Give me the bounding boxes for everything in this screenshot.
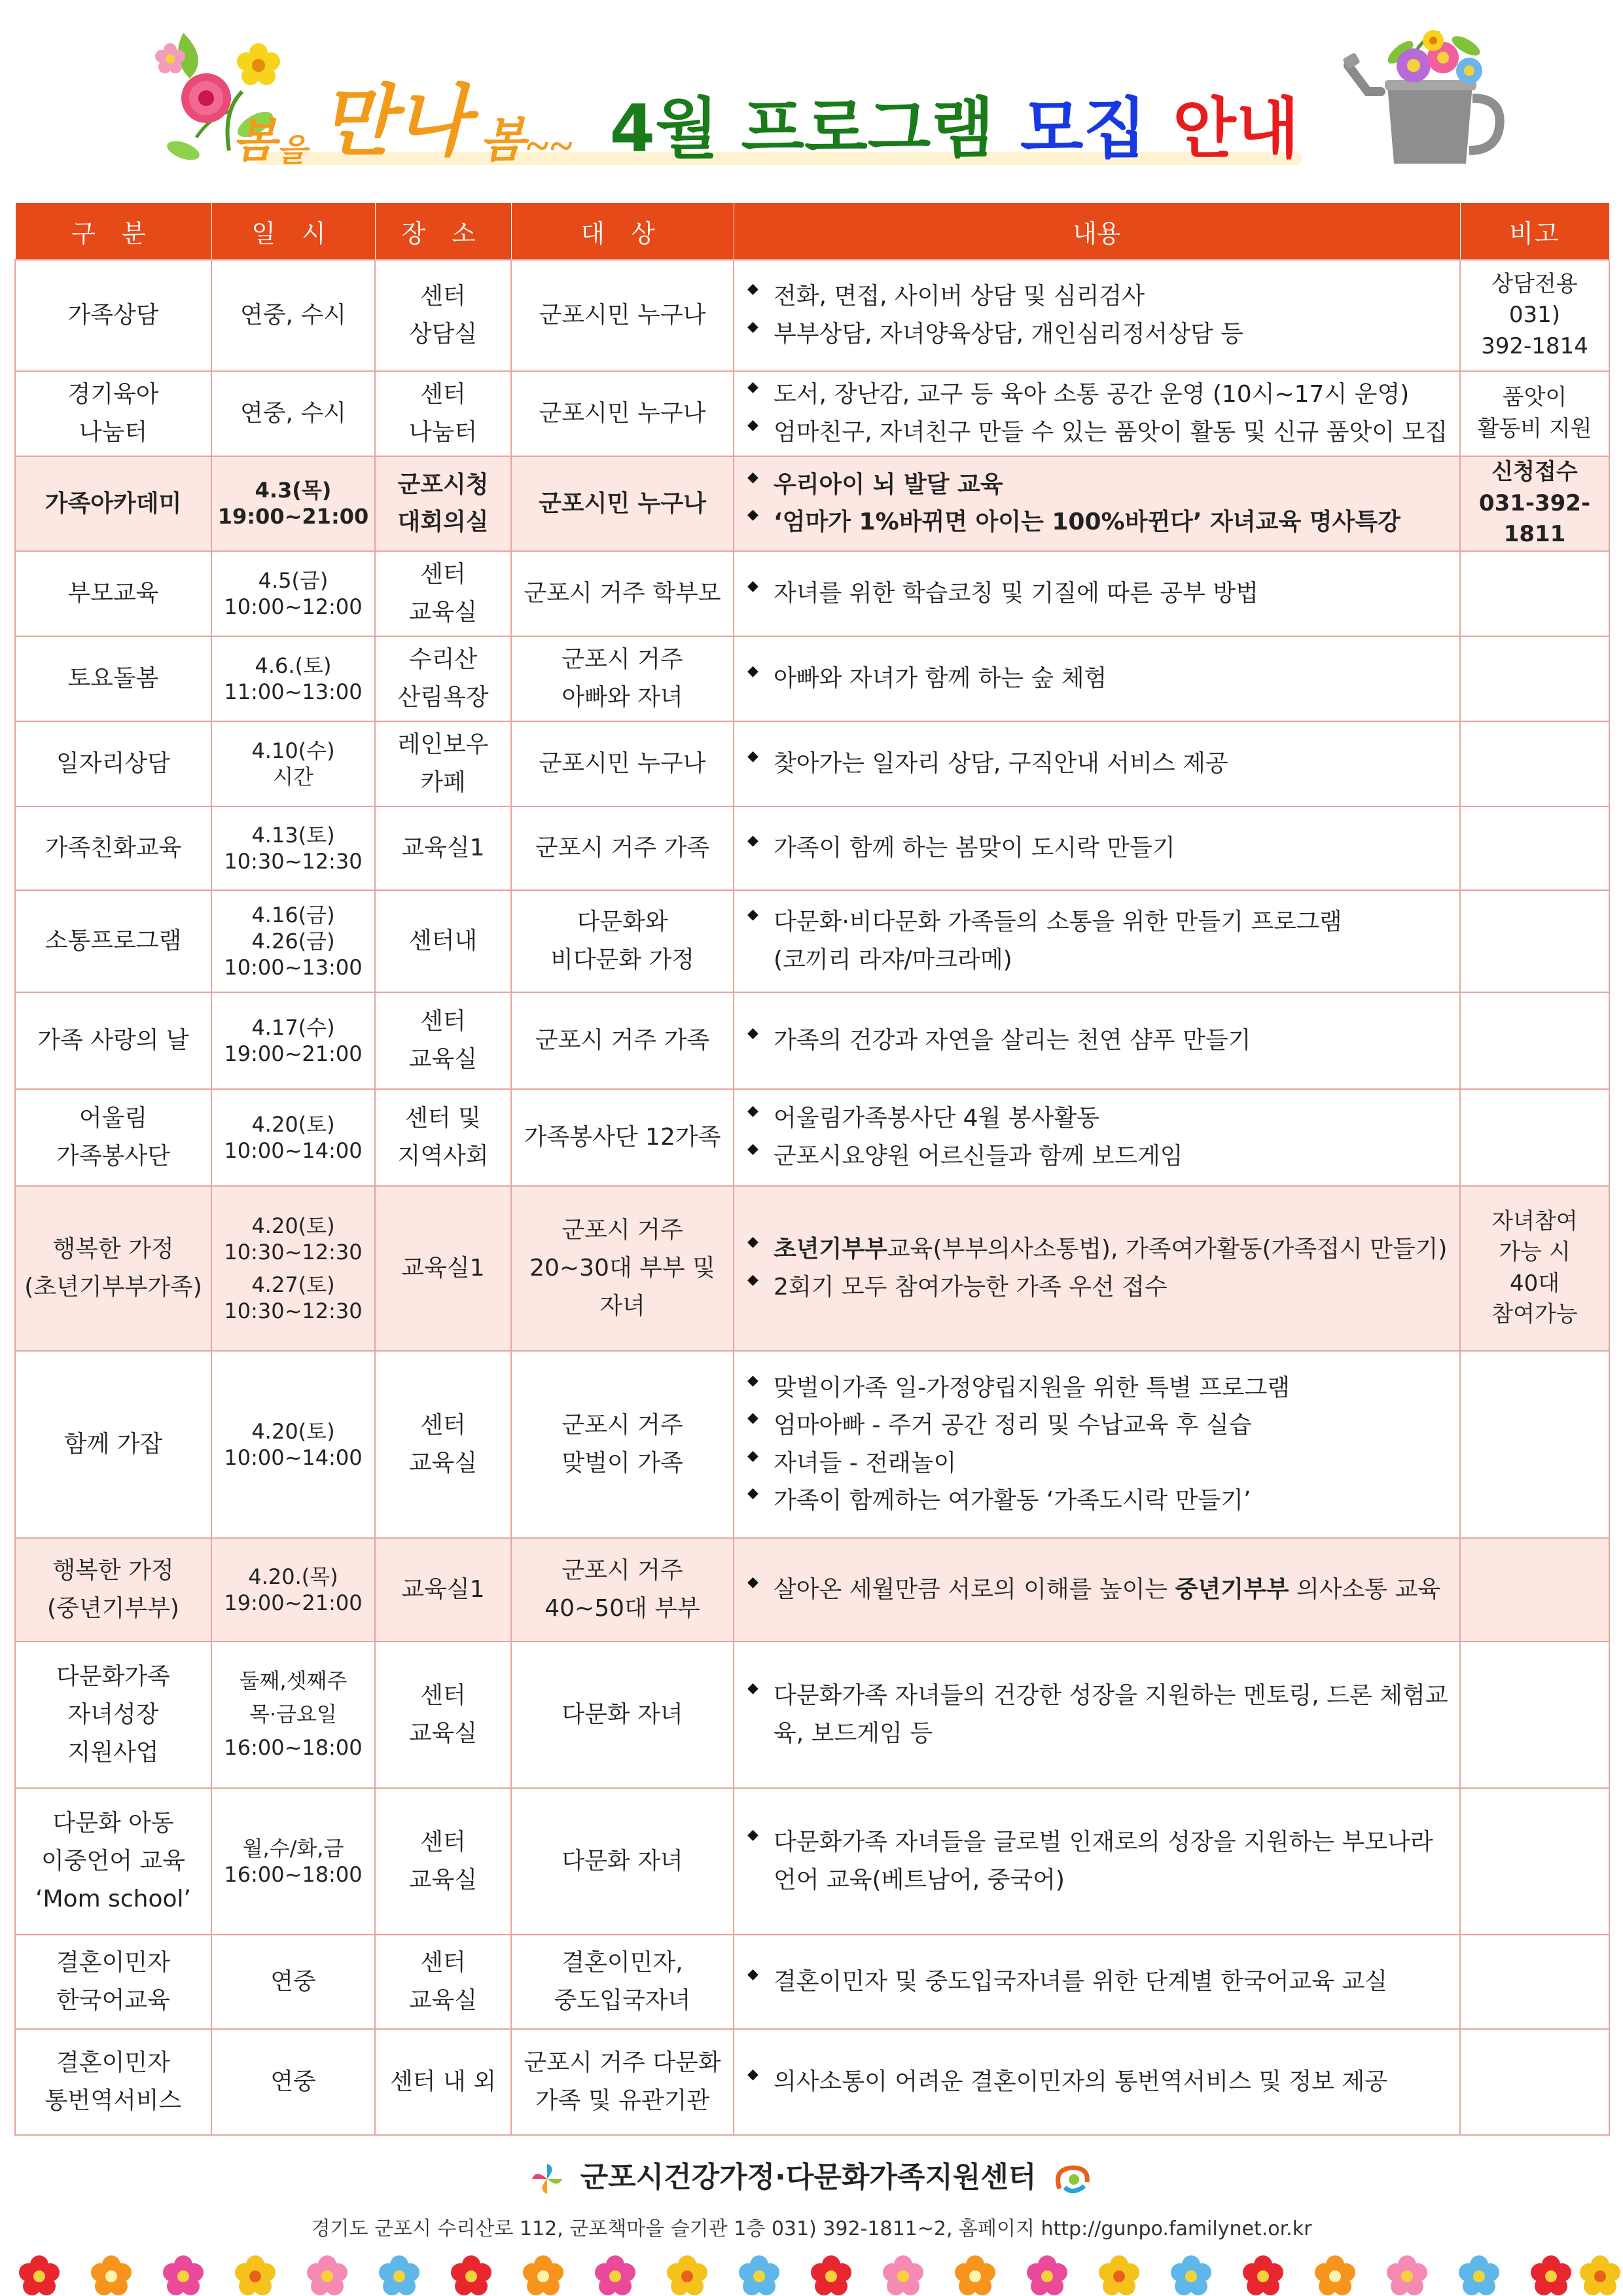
cell-content xyxy=(734,1935,1460,2029)
cell-datetime: 둘째,셋째주 목·금요일 16:00~18:00 xyxy=(211,1641,375,1788)
list-item: ◆ 자녀들 - 전래놀이 xyxy=(746,1444,1455,1482)
cell-datetime: 4.13(토) 10:30~12:30 xyxy=(211,806,375,890)
cell-category: 소통프로그램 xyxy=(15,890,211,992)
table-header-row xyxy=(15,203,1609,260)
cell-content xyxy=(734,551,1460,636)
column-header-category: 구 분 xyxy=(15,203,211,260)
cell-datetime: 4.20(토) 10:00~14:00 xyxy=(211,1351,375,1538)
cell-content xyxy=(734,1788,1460,1935)
cell-content xyxy=(734,1641,1460,1788)
cell-content xyxy=(734,1351,1460,1538)
table-row xyxy=(15,890,1609,992)
cell-place: 교육실1 xyxy=(375,1538,511,1641)
cell-place: 교육실1 xyxy=(375,1186,511,1351)
cell-target: 군포시민 누구나 xyxy=(511,456,734,551)
cell-target: 군포시 거주 40~50대 부부 xyxy=(511,1538,734,1641)
title-part: ~~ xyxy=(525,122,573,169)
cell-place: 센터 상담실 xyxy=(375,260,511,371)
column-header-target: 대 상 xyxy=(511,203,734,260)
table-row xyxy=(15,371,1609,456)
cell-target: 다문화 자녀 xyxy=(511,1641,734,1788)
cell-category: 행복한 가정 (초년기부부가족) xyxy=(15,1186,211,1351)
cell-place: 레인보우 카페 xyxy=(375,721,511,806)
cell-content xyxy=(734,890,1460,992)
content-emphasis: 중년기부부 xyxy=(1175,1575,1289,1603)
cell-content xyxy=(734,1089,1460,1186)
cell-place: 센터내 xyxy=(375,890,511,992)
cell-category: 행복한 가정 (중년기부부) xyxy=(15,1538,211,1641)
table-row xyxy=(15,1351,1609,1538)
cell-target: 군포시 거주 맞벌이 가족 xyxy=(511,1351,734,1538)
cell-note xyxy=(1460,1641,1609,1788)
cell-place: 센터 교육실 xyxy=(375,1641,511,1788)
cell-datetime: 4.16(금) 4.26(금) 10:00~13:00 xyxy=(211,890,375,992)
cell-content xyxy=(734,2029,1460,2135)
title-part: 만나 xyxy=(320,79,469,165)
cell-note xyxy=(1460,2029,1609,2135)
cell-datetime: 4.5(금) 10:00~12:00 xyxy=(211,551,375,636)
cell-place: 센터 교육실 xyxy=(375,1351,511,1538)
cell-place: 군포시청 대회의실 xyxy=(375,456,511,551)
table-row xyxy=(15,551,1609,636)
cell-target: 군포시민 누구나 xyxy=(511,260,734,371)
footer-address: 경기도 군포시 수리산로 112, 군포책마을 슬기관 1층 031) 392-1811~2, 홈페이지 http://gunpo.familynet.or.kr xyxy=(311,2217,1312,2240)
cell-category: 다문화 아동 이중언어 교육 ‘Mom school’ xyxy=(15,1788,211,1935)
list-item: ◆ 부부상담, 자녀양육상담, 개인심리정서상담 등 xyxy=(746,315,1455,353)
list-item: ◆ 전화, 면접, 사이버 상담 및 심리검사 xyxy=(746,278,1455,315)
table-row xyxy=(15,2029,1609,2135)
cell-category: 어울림 가족봉사단 xyxy=(15,1089,211,1186)
flower-border-icon xyxy=(0,2250,1623,2296)
column-header-note: 비고 xyxy=(1460,203,1609,260)
content-note: (코끼리 라쟈/마크라메) xyxy=(774,946,1012,973)
cell-note xyxy=(1460,890,1609,992)
cell-datetime: 연중 xyxy=(211,1935,375,2029)
table-row xyxy=(15,260,1609,371)
column-header-content: 내용 xyxy=(734,203,1460,260)
cell-category: 결혼이민자 한국어교육 xyxy=(15,1935,211,2029)
list-item: ◆ 결혼이민자 및 중도입국자녀를 위한 단계별 한국어교육 교실 xyxy=(746,1963,1455,2001)
watering-can-icon xyxy=(1342,26,1512,170)
cell-place: 센터 나눔터 xyxy=(375,371,511,456)
cell-target: 군포시 거주 아빠와 자녀 xyxy=(511,636,734,721)
list-item: ◆ 가족이 함께 하는 봄맞이 도시락 만들기 xyxy=(746,829,1455,867)
cell-category: 부모교육 xyxy=(15,551,211,636)
cell-target: 군포시 거주 20~30대 부부 및 자녀 xyxy=(511,1186,734,1351)
column-header-place: 장 소 xyxy=(375,203,511,260)
footer-organization xyxy=(0,2153,1623,2195)
title-part: 안내 xyxy=(1173,90,1300,167)
list-item: ◆ 군포시요양원 어르신들과 함께 보드게임 xyxy=(746,1138,1455,1175)
cell-target: 군포시민 누구나 xyxy=(511,371,734,456)
cell-datetime: 4.20(토) 10:30~12:30 4.27(토) 10:30~12:30 xyxy=(211,1186,375,1351)
page-title xyxy=(232,72,1299,170)
table-row-highlight xyxy=(15,456,1609,551)
list-item: ◆ ‘엄마가 1%바뀌면 아이는 100%바뀐다’ 자녀교육 명사특강 xyxy=(746,503,1455,541)
cell-category: 다문화가족 자녀성장 지원사업 xyxy=(15,1641,211,1788)
list-item: ◆ 가족의 건강과 자연을 살리는 천연 샴푸 만들기 xyxy=(746,1022,1455,1060)
cell-content xyxy=(734,1186,1460,1351)
table-row xyxy=(15,1788,1609,1935)
cell-target: 군포시 거주 학부모 xyxy=(511,551,734,636)
content-emphasis: 초년기부부 xyxy=(774,1236,887,1263)
cell-target: 군포시 거주 다문화 가족 및 유관기관 xyxy=(511,2029,734,2135)
cell-datetime: 4.3(목) 19:00~21:00 xyxy=(211,456,375,551)
cell-note xyxy=(1460,551,1609,636)
cell-target: 가족봉사단 12가족 xyxy=(511,1089,734,1186)
cell-datetime: 연중, 수시 xyxy=(211,260,375,371)
cell-note xyxy=(1460,1351,1609,1538)
table-row-highlight xyxy=(15,1186,1609,1351)
cell-target: 군포시민 누구나 xyxy=(511,721,734,806)
cell-category: 일자리상담 xyxy=(15,721,211,806)
list-item: ◆ 가족이 함께하는 여가활동 ‘가족도시락 만들기’ xyxy=(746,1482,1455,1520)
cell-content xyxy=(734,636,1460,721)
list-item: ◆ 살아온 세월만큼 서로의 이해를 높이는 중년기부부 의사소통 교육 xyxy=(746,1571,1455,1609)
cell-note: 신청접수 031-392-1811 xyxy=(1460,456,1609,551)
cell-place: 센터 교육실 xyxy=(375,551,511,636)
program-table xyxy=(14,203,1610,2136)
cell-target: 군포시 거주 가족 xyxy=(511,806,734,890)
cell-place: 교육실1 xyxy=(375,806,511,890)
cell-category: 함께 가잡 xyxy=(15,1351,211,1538)
cell-note xyxy=(1460,806,1609,890)
cell-place: 센터 교육실 xyxy=(375,1935,511,2029)
cell-note xyxy=(1460,992,1609,1089)
list-item: ◆ 2회기 모두 참여가능한 가족 우선 접수 xyxy=(746,1268,1455,1306)
cell-target: 결혼이민자, 중도입국자녀 xyxy=(511,1935,734,2029)
cell-content xyxy=(734,721,1460,806)
cell-content xyxy=(734,1538,1460,1641)
list-item: ◆ 우리아이 뇌 발달 교육 xyxy=(746,466,1455,504)
cell-note xyxy=(1460,1089,1609,1186)
cell-datetime: 4.10(수) 시간 xyxy=(211,721,375,806)
family-logo-icon xyxy=(1053,2162,1092,2195)
title-part: 모집 xyxy=(1020,90,1147,167)
cell-datetime: 4.20.(목) 19:00~21:00 xyxy=(211,1538,375,1641)
list-item: ◆ 아빠와 자녀가 함께 하는 숲 체험 xyxy=(746,660,1455,698)
list-item: ◆ 자녀를 위한 학습코칭 및 기질에 따른 공부 방법 xyxy=(746,575,1455,613)
cell-note xyxy=(1460,721,1609,806)
cell-datetime: 4.17(수) 19:00~21:00 xyxy=(211,992,375,1089)
list-item: ◆ 다문화가족 자녀들을 글로벌 인재로의 성장을 지원하는 부모나라 언어 교육(베트남어, 중국어) xyxy=(746,1823,1455,1899)
cell-datetime: 연중, 수시 xyxy=(211,371,375,456)
cell-category: 가족아카데미 xyxy=(15,456,211,551)
table-row xyxy=(15,1935,1609,2029)
list-item: ◆ 엄마친구, 자녀친구 만들 수 있는 품앗이 활동 및 신규 품앗이 모집 xyxy=(746,414,1455,452)
cell-note xyxy=(1460,1538,1609,1641)
cell-content xyxy=(734,456,1460,551)
cell-place: 센터 교육실 xyxy=(375,992,511,1089)
list-item: ◆ 어울림가족봉사단 4월 봉사활동 xyxy=(746,1100,1455,1138)
cell-content xyxy=(734,806,1460,890)
table-row xyxy=(15,636,1609,721)
cell-note: 상담전용 031) 392-1814 xyxy=(1460,260,1609,371)
cell-target: 다문화와 비다문화 가정 xyxy=(511,890,734,992)
cell-category: 가족상담 xyxy=(15,260,211,371)
list-item: ◆ 엄마아빠 - 주거 공간 정리 및 수납교육 후 실습 xyxy=(746,1407,1455,1444)
cell-datetime: 4.6.(토) 11:00~13:00 xyxy=(211,636,375,721)
cell-note: 품앗이 활동비 지원 xyxy=(1460,371,1609,456)
list-item: ◆ 초년기부부교육(부부의사소통법), 가족여가활동(가족접시 만들기) xyxy=(746,1230,1455,1268)
cell-note xyxy=(1460,636,1609,721)
cell-place: 센터 내 외 xyxy=(375,2029,511,2135)
table-row xyxy=(15,992,1609,1089)
list-item: ◆ 다문화가족 자녀들의 건강한 성장을 지원하는 멘토링, 드론 체험교육, 보드게임 등 xyxy=(746,1677,1455,1752)
pinwheel-logo-icon xyxy=(531,2162,563,2195)
cell-category: 가족친화교육 xyxy=(15,806,211,890)
list-item: ◆ 찾아가는 일자리 상담, 구직안내 서비스 제공 xyxy=(746,745,1455,783)
table-row xyxy=(15,1089,1609,1186)
table-row xyxy=(15,721,1609,806)
cell-category: 가족 사랑의 날 xyxy=(15,992,211,1089)
cell-datetime: 연중 xyxy=(211,2029,375,2135)
table-row-highlight xyxy=(15,1538,1609,1641)
cell-datetime: 4.20(토) 10:00~14:00 xyxy=(211,1089,375,1186)
title-part: 봄 xyxy=(232,117,277,167)
list-item: ◆ 다문화·비다문화 가족들의 소통을 위한 만들기 프로그램 xyxy=(746,903,1455,941)
title-part: 을 xyxy=(276,134,307,168)
organization-name: 군포시건강가정·다문화가족지원센터 xyxy=(580,2161,1037,2194)
cell-note: 자녀참여 가능 시 40대 참여가능 xyxy=(1460,1186,1609,1351)
cell-note xyxy=(1460,1788,1609,1935)
list-item: ◆ 맞벌이가족 일-가정양립지원을 위한 특별 프로그램 xyxy=(746,1369,1455,1407)
cell-category: 경기육아 나눔터 xyxy=(15,371,211,456)
cell-place: 센터 및 지역사회 xyxy=(375,1089,511,1186)
cell-target: 군포시 거주 가족 xyxy=(511,992,734,1089)
page-header xyxy=(0,0,1623,196)
table-row xyxy=(15,806,1609,890)
cell-place: 수리산 산림욕장 xyxy=(375,636,511,721)
list-item: ◆ 도서, 장난감, 교구 등 육아 소통 공간 운영 (10시~17시 운영) xyxy=(746,376,1455,414)
list-item: ◆ 의사소통이 어려운 결혼이민자의 통번역서비스 및 정보 제공 xyxy=(746,2063,1455,2101)
title-part: 봄 xyxy=(479,115,526,167)
column-header-datetime: 일 시 xyxy=(211,203,375,260)
cell-category: 결혼이민자 통번역서비스 xyxy=(15,2029,211,2135)
cell-place: 센터 교육실 xyxy=(375,1788,511,1935)
cell-content xyxy=(734,260,1460,371)
cell-note xyxy=(1460,1935,1609,2029)
cell-content xyxy=(734,371,1460,456)
cell-datetime: 월,수/화,금 16:00~18:00 xyxy=(211,1788,375,1935)
title-part: 4월 프로그램 xyxy=(609,90,994,167)
cell-category: 토요돌봄 xyxy=(15,636,211,721)
cell-target: 다문화 자녀 xyxy=(511,1788,734,1935)
cell-content xyxy=(734,992,1460,1089)
table-row xyxy=(15,1641,1609,1788)
